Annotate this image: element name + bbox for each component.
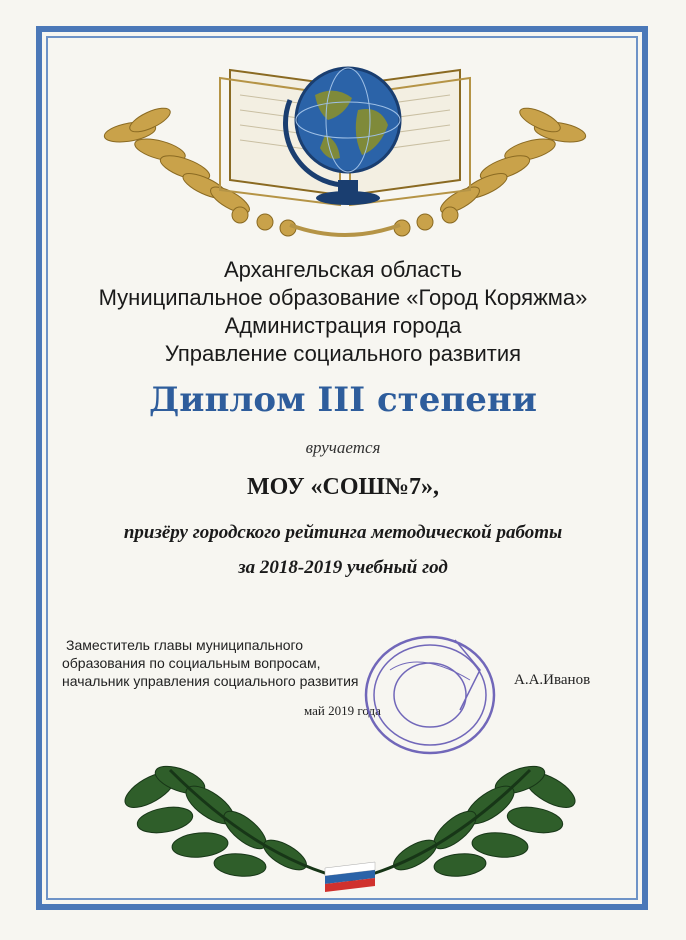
signer-name: А.А.Иванов bbox=[514, 672, 591, 688]
awarded-text: вручается bbox=[305, 438, 381, 457]
award-reason: призёру городского рейтинга методической работы bbox=[123, 522, 563, 543]
official-stamp-icon bbox=[360, 630, 500, 760]
recipient-name: МОУ «СОШ№7», bbox=[246, 474, 440, 500]
municipality-name: Муниципальное образование «Город Коряжма» bbox=[98, 285, 588, 310]
signer-position-line1: Заместитель главы муниципального bbox=[66, 637, 304, 653]
laurel-branches-icon bbox=[110, 750, 590, 900]
department-name: Управление социального развития bbox=[164, 341, 522, 366]
issue-date: май 2019 года bbox=[304, 703, 381, 718]
globe-book-emblem-icon bbox=[90, 50, 600, 250]
region-name: Архангельская область bbox=[224, 257, 462, 282]
signer-position-line2: образования по социальным вопросам, bbox=[62, 655, 321, 671]
signer-position-line3: начальник управления социального развития bbox=[62, 673, 359, 689]
diploma-title: Диплом III степени bbox=[149, 380, 537, 420]
award-period: за 2018-2019 учебный год bbox=[238, 557, 448, 578]
administration-name: Администрация города bbox=[224, 313, 462, 338]
